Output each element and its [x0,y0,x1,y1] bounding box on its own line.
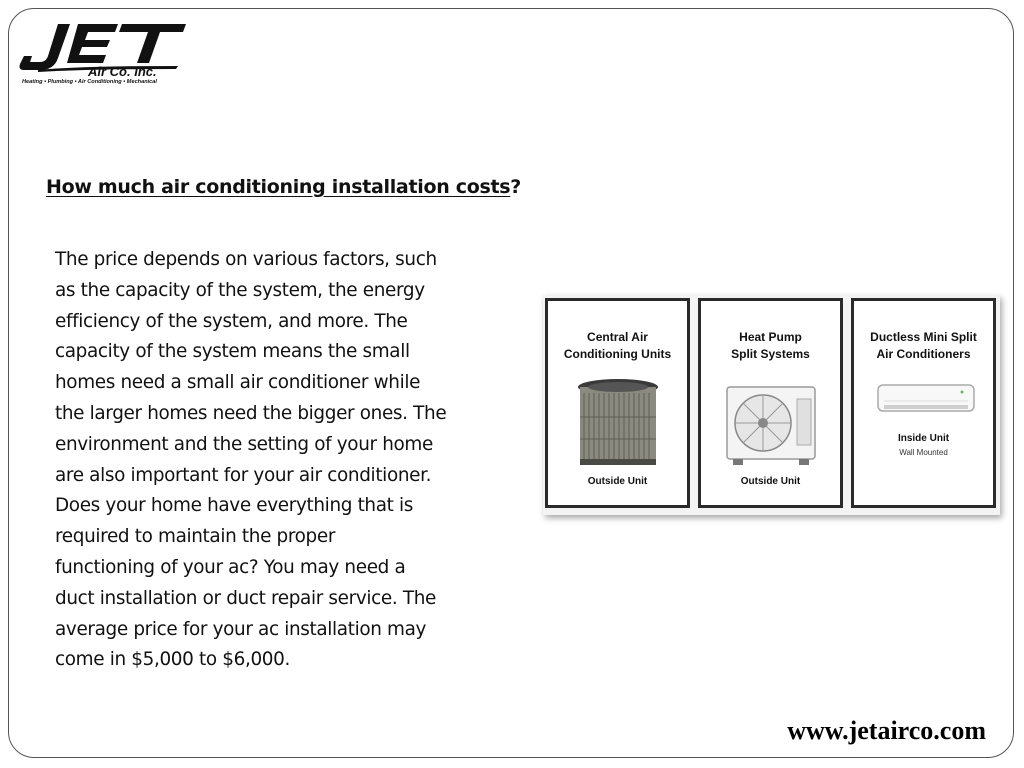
body-line: functioning of your ac? You may need a [55,556,406,578]
panel-heat-pump [698,298,843,508]
body-line: come in $5,000 to $6,000. [55,649,290,671]
logo-tagline: Heating • Plumbing • Air Conditioning • Mechanical [22,79,157,85]
website-url[interactable]: www.jetairco.com [787,716,986,745]
panel-sub-caption: Wall Mounted [899,448,948,457]
panel-title-line: Split Systems [731,347,810,361]
page-heading [46,176,521,198]
body-line: required to maintain the proper [55,526,336,548]
panel-title [548,329,687,363]
panel-caption: Outside Unit [740,476,801,487]
panel-title-line: Air Conditioners [876,347,971,361]
body-line: the larger homes need the bigger ones. The [55,402,447,424]
body-line: duct installation or duct repair service. The [55,587,436,609]
body-line: homes need a small air conditioner while [55,372,421,394]
panel-central-air [545,298,690,508]
body-line: average price for your ac installation may [55,618,427,640]
panel-title [701,329,840,363]
panel-title-line: Ductless Mini Split [870,330,977,344]
panel-title-line: Central Air [587,330,648,344]
panel-title-line: Conditioning Units [563,347,672,361]
body-line: The price depends on various factors, such [55,249,437,270]
panel-title-line: Heat Pump [739,330,802,344]
ac-types-figure [543,295,1000,515]
condenser-unit-icon [576,377,660,469]
heading-suffix: ? [510,176,521,198]
panel-title [854,329,993,363]
panel-caption: Outside Unit [587,476,648,487]
body-line: are also important for your air conditioner. [55,464,432,486]
panel-ductless-mini-split [851,298,996,508]
logo-subname: Air Co. Inc. [88,64,157,79]
body-line: capacity of the system means the small [55,341,410,363]
body-line: Does your home have everything that is [55,495,413,517]
panel-caption: Inside Unit [897,433,950,444]
company-logo [18,18,190,92]
body-line: efficiency of the system, and more. The [55,310,408,332]
heat-pump-icon [725,385,819,469]
jet-logo-icon [18,18,190,80]
body-line: as the capacity of the system, the energy [55,279,425,301]
body-line: environment and the setting of your home [55,433,433,455]
heading-text: How much air conditioning installation costs [46,176,511,198]
wall-mounted-ac-icon [876,381,976,417]
body-paragraph [55,245,517,676]
